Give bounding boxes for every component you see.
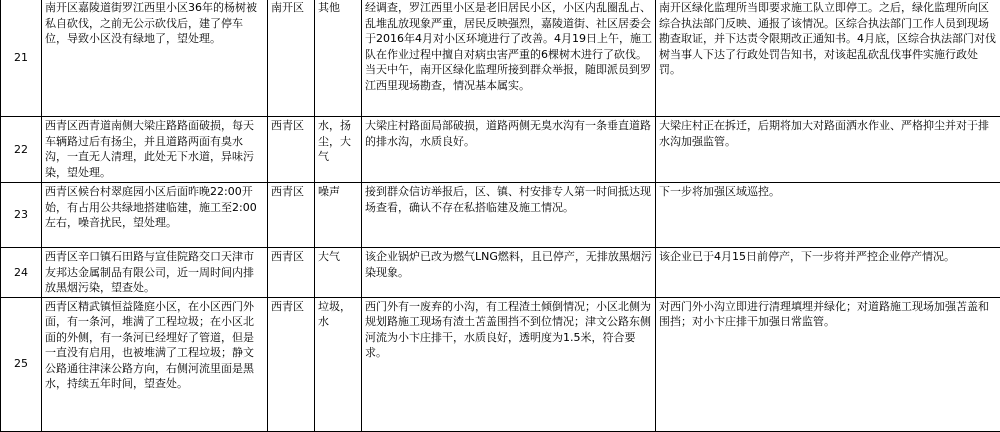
- type-cell: 水，扬尘，大气: [315, 117, 362, 183]
- row-number: 21: [1, 0, 42, 117]
- district-cell: 西青区: [268, 117, 315, 183]
- problem-cell: 西青区辛口镇石田路与宣佳院路交口天津市友邦达金属制品有限公司，近一周时间内排放黑烟污染，望查处。: [42, 248, 268, 298]
- problem-cell: 西青区精武镇恒益隆庭小区，在小区西门外面，有一条河，堆满了工程垃圾；在小区北面的外侧，有一条河已经埋好了管道，但是一直没有启用，也被堆满了工程垃圾；静文公路通往津涞公路方向，右侧河流里面是黑水，持续五年时间，望查处。: [42, 297, 268, 431]
- district-cell: 西青区: [268, 297, 315, 431]
- problem-cell: 西青区候台村翠庭园小区后面昨晚22:00开始，有占用公共绿地搭建临建，施工至2:00左右，噪音扰民，望处理。: [42, 183, 268, 248]
- investigation-cell: 该企业锅炉已改为燃气LNG燃料，且已停产，无排放黑烟污染现象。: [362, 248, 656, 298]
- investigation-cell: 接到群众信访举报后，区、镇、村安排专人第一时间抵达现场查看，确认不存在私搭临建及施工情况。: [362, 183, 656, 248]
- handling-cell: 对西门外小沟立即进行清理填埋并绿化；对道路施工现场加强苫盖和围挡；对小卞庄排干加强日常监管。: [656, 297, 1000, 431]
- table-row: [1, 117, 1000, 183]
- row-number: 25: [1, 297, 42, 431]
- handling-cell: 下一步将加强区域巡控。: [656, 183, 1000, 248]
- handling-cell: 该企业已于4月15日前停产，下一步将并严控企业停产情况。: [656, 248, 1000, 298]
- row-number: 23: [1, 183, 42, 248]
- investigation-cell: 经调查，罗江西里小区是老旧居民小区，小区内乱圈乱占、乱堆乱放现象严重，居民反映强烈，嘉陵道街、社区居委会于2016年4月对小区环境进行了改善。4月19日上午，施工队在作业过程中擅自对病虫害严重的6棵树木进行了砍伐。当天中午，南开区绿化监理所接到群众举报，随即派员到罗江西里现场勘查，情况基本属实。: [362, 0, 656, 117]
- type-cell: 大气: [315, 248, 362, 298]
- row-number: 22: [1, 117, 42, 183]
- table-row: [1, 248, 1000, 298]
- district-cell: 南开区: [268, 0, 315, 117]
- problem-cell: 西青区西青道南侧大梁庄路路面破损，每天车辆路过后有扬尘，并且道路两面有臭水沟，一直无人清理，此处无下水道，异味污染，望处理。: [42, 117, 268, 183]
- type-cell: 其他: [315, 0, 362, 117]
- table-row: [1, 0, 1000, 117]
- investigation-cell: 大梁庄村路面局部破损，道路两侧无臭水沟有一条垂直道路的排水沟，水质良好。: [362, 117, 656, 183]
- table-row: [1, 183, 1000, 248]
- handling-cell: 大梁庄村正在拆迁，后期将加大对路面洒水作业、严格抑尘并对于排水沟加强监管。: [656, 117, 1000, 183]
- row-number: 24: [1, 248, 42, 298]
- table-row: [1, 297, 1000, 431]
- district-cell: 西青区: [268, 183, 315, 248]
- investigation-cell: 西门外有一废弃的小沟，有工程渣土倾倒情况；小区北侧为规划路施工现场有渣土苫盖围挡不到位情况；津文公路东侧河流为小卞庄排干，水质良好，透明度为1.5米，符合要求。: [362, 297, 656, 431]
- type-cell: 垃圾，水: [315, 297, 362, 431]
- problem-cell: 南开区嘉陵道街罗江西里小区36年的杨树被私自砍伐，之前无公示砍伐后，建了停车位，导致小区没有绿地了，望处理。: [42, 0, 268, 117]
- handling-cell: 南开区绿化监理所当即要求施工队立即停工。之后，绿化监理所向区综合执法部门反映、通报了该情况。区综合执法部门工作人员到现场勘查取证，并下达责令限期改正通知书。4月底，区综合执法部门对伐树当事人下达了行政处罚告知书，对该起乱砍乱伐事件实施行政处罚。: [656, 0, 1000, 117]
- district-cell: 西青区: [268, 248, 315, 298]
- type-cell: 噪声: [315, 183, 362, 248]
